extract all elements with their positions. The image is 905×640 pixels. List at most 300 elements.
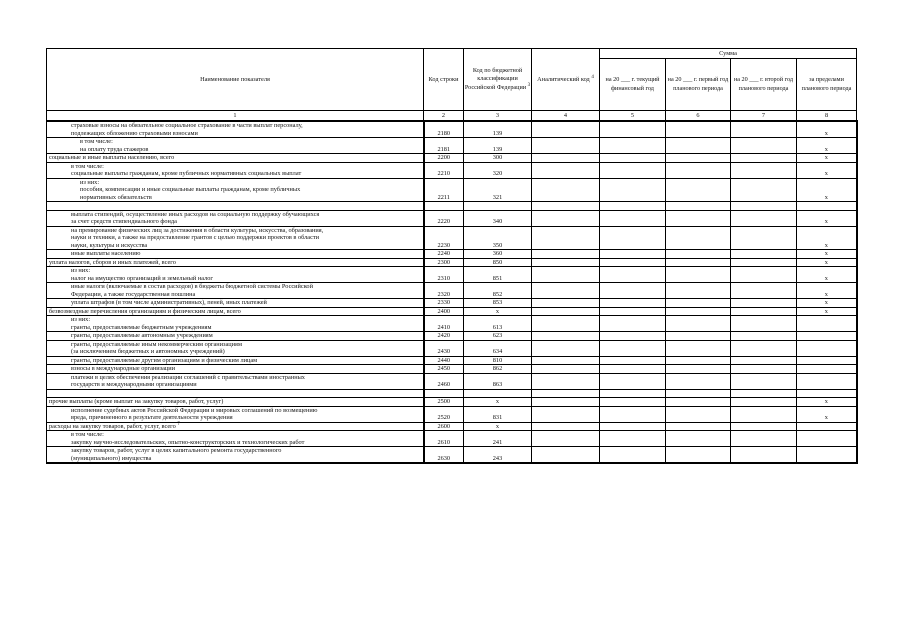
row-beyond-plan-cell: x [797,250,857,259]
row-indicator-text: уплата штрафов (в том числе административных), пеней, иных платежей [71,299,267,306]
row-indicator-name [47,356,424,365]
row-beyond-plan-cell: x [797,138,857,154]
row-indicator-name [47,389,424,398]
row-sum-current-year-cell[interactable] [600,447,666,464]
row-indicator-text: на оплату труда стажеров [80,145,149,153]
row-line-code: 2300 [424,258,464,267]
row-indicator-text: прочие выплаты (кроме выплат на закупку товаров, работ, услуг) [49,398,224,405]
row-sum-first-plan-year-cell[interactable] [666,258,731,267]
row-budget-code: 320 [464,162,532,178]
row-budget-code [464,389,532,398]
row-sum-second-plan-year-cell[interactable] [731,373,797,389]
row-sum-current-year-cell[interactable] [600,398,666,407]
row-budget-code: 852 [464,283,532,299]
row-analytic-code-cell[interactable] [532,406,600,422]
row-indicator-text: из них: [71,267,91,274]
row-indicator-text: на премирование физических лиц за достижения в области культуры, искусства, образования, [71,226,324,234]
row-sum-second-plan-year-cell[interactable] [731,202,797,211]
row-indicator-text: (за исключением бюджетных и автономных учреждений) [71,348,225,355]
row-indicator-name [47,202,424,211]
row-sum-first-plan-year-cell[interactable] [666,178,731,202]
row-indicator-text: уплата налогов, сборов и иных платежей, всего [49,258,176,266]
row-sum-first-plan-year-cell[interactable] [666,226,731,250]
row-indicator-name [47,121,424,138]
row-sum-current-year-cell[interactable] [600,267,666,283]
row-budget-code: 853 [464,299,532,308]
row-beyond-plan-cell: x [797,121,857,138]
row-indicator-line [49,154,421,162]
row-indicator-name [47,340,424,356]
row-indicator-text: в том числе: [80,138,113,145]
financial-plan-table-sheet [46,48,856,464]
column-number: 7 [731,111,797,122]
row-sum-second-plan-year-cell[interactable] [731,422,797,431]
row-analytic-code-cell[interactable] [532,389,600,398]
row-sum-first-plan-year-cell[interactable] [666,283,731,299]
row-indicator-text: науки, культуры и искусства [71,241,148,249]
row-budget-code: 623 [464,332,532,341]
row-budget-code: 241 [464,431,532,447]
row-sum-current-year-cell[interactable] [600,154,666,163]
row-budget-code: 360 [464,250,532,259]
table-row [47,307,857,316]
row-indicator-line [71,332,421,340]
row-analytic-code-cell[interactable] [532,447,600,464]
row-indicator-text: взносы в международные организации [71,365,176,372]
row-indicator-text: гранты, предоставляемые иным некоммерческим организациям [71,340,242,348]
row-indicator-name [47,226,424,250]
row-sum-second-plan-year-cell[interactable] [731,178,797,202]
row-line-code: 2630 [424,447,464,464]
row-sum-second-plan-year-cell[interactable] [731,162,797,178]
row-sum-first-plan-year-cell[interactable] [666,406,731,422]
row-sum-second-plan-year-cell[interactable] [731,138,797,154]
row-sum-current-year-cell[interactable] [600,332,666,341]
row-analytic-code-cell[interactable] [532,226,600,250]
row-budget-code: 243 [464,447,532,464]
row-indicator-line [71,227,421,235]
row-sum-current-year-cell[interactable] [600,406,666,422]
row-beyond-plan-cell: x [797,283,857,299]
row-sum-current-year-cell[interactable] [600,178,666,202]
row-indicator-text: страховые взносы на обязательное социальное страхование в части выплат персоналу, [71,122,303,129]
header-name: Наименование показателя [47,49,424,111]
column-number: 8 [797,111,857,122]
row-indicator-name [47,406,424,422]
row-beyond-plan-cell [797,202,857,211]
row-line-code: 2600 [424,422,464,431]
row-sum-first-plan-year-cell[interactable] [666,202,731,211]
row-indicator-text: государств и международными организациями [71,381,197,388]
row-budget-code: x [464,307,532,316]
row-sum-current-year-cell[interactable] [600,299,666,308]
row-analytic-code-cell[interactable] [532,431,600,447]
row-sum-first-plan-year-cell[interactable] [666,340,731,356]
row-beyond-plan-cell: x [797,258,857,267]
row-sum-current-year-cell[interactable] [600,316,666,332]
row-sum-first-plan-year-cell[interactable] [666,365,731,374]
row-sum-first-plan-year-cell[interactable] [666,307,731,316]
row-line-code: 2460 [424,373,464,389]
row-budget-code: 300 [464,154,532,163]
row-sum-first-plan-year-cell[interactable] [666,356,731,365]
row-line-code: 2210 [424,162,464,178]
row-sum-second-plan-year-cell[interactable] [731,121,797,138]
row-line-code: 2410 [424,316,464,332]
header-budget-code [464,49,532,111]
row-budget-code: x [464,398,532,407]
row-indicator-line [49,398,421,406]
row-budget-code: 862 [464,365,532,374]
row-sum-second-plan-year-cell[interactable] [731,389,797,398]
row-analytic-code-cell[interactable] [532,178,600,202]
row-sum-first-plan-year-cell[interactable] [666,373,731,389]
row-analytic-code-cell[interactable] [532,307,600,316]
row-indicator-line [49,259,421,267]
row-indicator-name [47,250,424,259]
row-sum-second-plan-year-cell[interactable] [731,365,797,374]
row-line-code: 2211 [424,178,464,202]
row-sum-first-plan-year-cell[interactable] [666,316,731,332]
row-beyond-plan-cell: x [797,178,857,202]
row-sum-second-plan-year-cell[interactable] [731,316,797,332]
row-indicator-text: закупку научно-исследовательских, опытно-конструкторских и технологических работ [71,438,305,446]
row-analytic-code-cell[interactable] [532,422,600,431]
row-analytic-code-cell[interactable] [532,121,600,138]
row-indicator-text: гранты, предоставляемые другим организациям и физическим лицам [71,356,258,364]
row-sum-current-year-cell[interactable] [600,121,666,138]
row-sum-first-plan-year-cell[interactable] [666,431,731,447]
row-analytic-code-cell[interactable] [532,340,600,356]
row-indicator-line [71,234,421,242]
row-analytic-code-cell[interactable] [532,398,600,407]
row-sum-first-plan-year-cell[interactable] [666,447,731,464]
row-beyond-plan-cell: x [797,299,857,308]
row-sum-first-plan-year-cell[interactable] [666,154,731,163]
row-line-code: 2230 [424,226,464,250]
row-beyond-plan-cell [797,356,857,365]
row-line-code: 2310 [424,267,464,283]
row-sum-second-plan-year-cell[interactable] [731,307,797,316]
header-column-numbers [47,111,857,122]
row-indicator-line [71,170,421,178]
row-indicator-line [71,275,421,283]
row-indicator-line [71,357,421,365]
row-indicator-line [71,202,421,210]
row-analytic-code-cell[interactable] [532,210,600,226]
row-sum-second-plan-year-cell[interactable] [731,340,797,356]
row-analytic-code-cell[interactable] [532,283,600,299]
row-analytic-code-cell[interactable] [532,154,600,163]
row-sum-second-plan-year-cell[interactable] [731,431,797,447]
row-indicator-line [71,455,421,463]
row-budget-code: 810 [464,356,532,365]
row-line-code: 2240 [424,250,464,259]
row-indicator-text: гранты, предоставляемые бюджетным учреждениям [71,323,212,331]
row-beyond-plan-cell: x [797,307,857,316]
row-sum-current-year-cell[interactable] [600,162,666,178]
row-sum-first-plan-year-cell[interactable] [666,267,731,283]
row-budget-code: 139 [464,138,532,154]
row-indicator-name [47,422,424,431]
table-row [47,267,857,283]
row-analytic-code-cell[interactable] [532,267,600,283]
table-row [47,226,857,250]
table-row [47,250,857,259]
row-indicator-text: Федерации, а также государственная пошлина [71,290,196,298]
table-row [47,340,857,356]
row-sum-current-year-cell[interactable] [600,138,666,154]
table-row [47,202,857,211]
row-indicator-line [80,138,421,146]
row-sum-second-plan-year-cell[interactable] [731,406,797,422]
row-indicator-line [49,308,421,316]
row-indicator-line [71,324,421,332]
row-indicator-text: в том числе: [71,431,104,438]
row-sum-current-year-cell[interactable] [600,307,666,316]
row-line-code: 2610 [424,431,464,447]
row-budget-code: 850 [464,258,532,267]
row-sum-first-plan-year-cell[interactable] [666,332,731,341]
row-indicator-line [71,348,421,356]
row-analytic-code-cell[interactable] [532,202,600,211]
row-analytic-code-cell[interactable] [532,162,600,178]
row-beyond-plan-cell [797,422,857,431]
row-line-code: 2320 [424,283,464,299]
row-indicator-name [47,431,424,447]
row-beyond-plan-cell: x [797,226,857,250]
row-indicator-line [71,381,421,389]
column-number: 5 [600,111,666,122]
row-budget-code: 321 [464,178,532,202]
row-indicator-line [71,390,421,398]
column-number: 3 [464,111,532,122]
row-line-code: 2220 [424,210,464,226]
row-analytic-code-cell[interactable] [532,258,600,267]
row-sum-current-year-cell[interactable] [600,340,666,356]
header-analytic-code [532,49,600,111]
row-line-code: 2200 [424,154,464,163]
row-analytic-code-cell[interactable] [532,138,600,154]
row-indicator-line [71,407,421,415]
row-indicator-text: платежи в целях обеспечения реализации соглашений с правительствами иностранных [71,373,305,381]
row-sum-first-plan-year-cell[interactable] [666,389,731,398]
row-budget-code: 613 [464,316,532,332]
column-number: 4 [532,111,600,122]
row-indicator-line [71,250,421,258]
header-code: Код строки [424,49,464,111]
row-line-code: 2181 [424,138,464,154]
row-indicator-name [47,307,424,316]
row-indicator-text: иные налоги (включаемые в состав расходов) в бюджеты бюджетной системы Российской [71,283,313,290]
row-indicator-name [47,373,424,389]
row-indicator-name [47,162,424,178]
row-indicator-text: налог на имущество организаций и земельный налог [71,274,213,282]
row-footnote-mark: 7 [177,421,180,427]
row-indicator-line [71,218,421,226]
row-analytic-code-cell[interactable] [532,356,600,365]
header-analytic-code-text: Аналитический код [537,75,590,83]
row-sum-current-year-cell[interactable] [600,389,666,398]
row-sum-second-plan-year-cell[interactable] [731,258,797,267]
row-indicator-line [71,341,421,349]
table-row [47,356,857,365]
table-row [47,447,857,464]
row-indicator-text: из них: [80,178,100,186]
table-row [47,121,857,138]
row-indicator-line [71,267,421,275]
table-header [47,49,857,122]
row-line-code: 2520 [424,406,464,422]
row-beyond-plan-cell [797,389,857,398]
row-line-code: 2180 [424,121,464,138]
table-row [47,210,857,226]
row-indicator-text: исполнение судебных актов Российской Федерации и мировых соглашений по возмещению [71,406,318,414]
row-sum-second-plan-year-cell[interactable] [731,226,797,250]
row-indicator-text: подлежащих обложению страховыми взносами [71,129,198,137]
row-sum-second-plan-year-cell[interactable] [731,283,797,299]
header-sum: Сумма [600,49,857,59]
row-indicator-text: в том числе: [71,162,104,170]
row-beyond-plan-cell [797,340,857,356]
row-beyond-plan-cell [797,431,857,447]
row-indicator-text: за счет средств стипендиального фонда [71,218,177,225]
row-indicator-line [71,242,421,250]
row-sum-first-plan-year-cell[interactable] [666,121,731,138]
row-indicator-line [80,186,421,194]
row-indicator-line [71,365,421,373]
row-sum-second-plan-year-cell[interactable] [731,398,797,407]
row-sum-current-year-cell[interactable] [600,373,666,389]
row-beyond-plan-cell [797,316,857,332]
row-indicator-line [71,163,421,171]
header-analytic-code-footnote: 4 [591,74,594,80]
row-indicator-name [47,365,424,374]
row-beyond-plan-cell: x [797,406,857,422]
row-indicator-name [47,398,424,407]
table-row [47,431,857,447]
row-budget-code: 863 [464,373,532,389]
row-sum-second-plan-year-cell[interactable] [731,356,797,365]
row-indicator-text: иные выплаты населению [71,250,141,257]
row-budget-code: 139 [464,121,532,138]
row-indicator-line [80,179,421,187]
row-analytic-code-cell[interactable] [532,373,600,389]
row-indicator-name [47,210,424,226]
row-budget-code: 831 [464,406,532,422]
row-indicator-line [71,447,421,455]
row-beyond-plan-cell: x [797,210,857,226]
row-sum-first-plan-year-cell[interactable] [666,422,731,431]
table-row [47,406,857,422]
row-sum-current-year-cell[interactable] [600,431,666,447]
row-indicator-line [71,439,421,447]
row-indicator-line [71,299,421,307]
row-sum-current-year-cell[interactable] [600,365,666,374]
table-row [47,316,857,332]
row-sum-current-year-cell[interactable] [600,283,666,299]
row-indicator-text: вреда, причиненного в результате деятельности учреждения [71,414,233,421]
row-indicator-line [71,431,421,439]
row-analytic-code-cell[interactable] [532,250,600,259]
row-sum-second-plan-year-cell[interactable] [731,154,797,163]
row-indicator-text: выплата стипендий, осуществление иных расходов на социальную поддержку обучающихся [71,210,320,218]
row-indicator-name [47,447,424,464]
header-year-current: на 20 ___ г. текущий финансовый год [600,59,666,111]
table-row [47,258,857,267]
row-line-code: 2450 [424,365,464,374]
row-sum-first-plan-year-cell[interactable] [666,250,731,259]
row-analytic-code-cell[interactable] [532,332,600,341]
row-sum-current-year-cell[interactable] [600,226,666,250]
row-indicator-name [47,283,424,299]
table-row [47,162,857,178]
row-indicator-line [71,414,421,422]
row-sum-second-plan-year-cell[interactable] [731,210,797,226]
row-indicator-name [47,267,424,283]
row-line-code [424,202,464,211]
row-analytic-code-cell[interactable] [532,316,600,332]
header-beyond-plan: за пределами планового периода [797,59,857,111]
row-indicator-text: закупку товаров, работ, услуг в целях капитального ремонта государственного [71,447,282,454]
row-indicator-name [47,154,424,163]
row-analytic-code-cell[interactable] [532,365,600,374]
row-sum-current-year-cell[interactable] [600,258,666,267]
row-line-code: 2500 [424,398,464,407]
column-number: 6 [666,111,731,122]
row-indicator-line [80,194,421,202]
row-sum-second-plan-year-cell[interactable] [731,447,797,464]
row-sum-first-plan-year-cell[interactable] [666,398,731,407]
row-sum-second-plan-year-cell[interactable] [731,332,797,341]
row-indicator-line [80,146,421,154]
row-indicator-line [71,130,421,138]
table-row [47,332,857,341]
row-indicator-line [71,283,421,291]
row-sum-current-year-cell[interactable] [600,422,666,431]
table-row [47,178,857,202]
row-indicator-text: расходы на закупку товаров, работ, услуг, всего [49,422,176,430]
row-indicator-line [71,374,421,382]
row-budget-code: 340 [464,210,532,226]
row-sum-first-plan-year-cell[interactable] [666,299,731,308]
row-sum-first-plan-year-cell[interactable] [666,138,731,154]
row-beyond-plan-cell [797,332,857,341]
row-sum-second-plan-year-cell[interactable] [731,250,797,259]
row-sum-current-year-cell[interactable] [600,210,666,226]
header-budget-code-footnote: 3 [527,82,531,88]
header-year-first: на 20 ___ г. первый год планового периода [666,59,731,111]
row-beyond-plan-cell: x [797,154,857,163]
row-analytic-code-cell[interactable] [532,299,600,308]
row-indicator-text: пособия, компенсации и иные социальные выплаты гражданам, кроме публичных [80,186,301,193]
row-sum-current-year-cell[interactable] [600,356,666,365]
row-sum-current-year-cell[interactable] [600,250,666,259]
table-row [47,299,857,308]
row-sum-current-year-cell[interactable] [600,202,666,211]
column-number: 1 [47,111,424,122]
row-sum-second-plan-year-cell[interactable] [731,267,797,283]
row-sum-first-plan-year-cell[interactable] [666,210,731,226]
row-sum-first-plan-year-cell[interactable] [666,162,731,178]
row-line-code [424,389,464,398]
row-indicator-line [71,122,421,130]
row-beyond-plan-cell: x [797,398,857,407]
row-budget-code: x [464,422,532,431]
row-indicator-text: из них: [71,316,91,323]
row-sum-second-plan-year-cell[interactable] [731,299,797,308]
row-budget-code [464,202,532,211]
